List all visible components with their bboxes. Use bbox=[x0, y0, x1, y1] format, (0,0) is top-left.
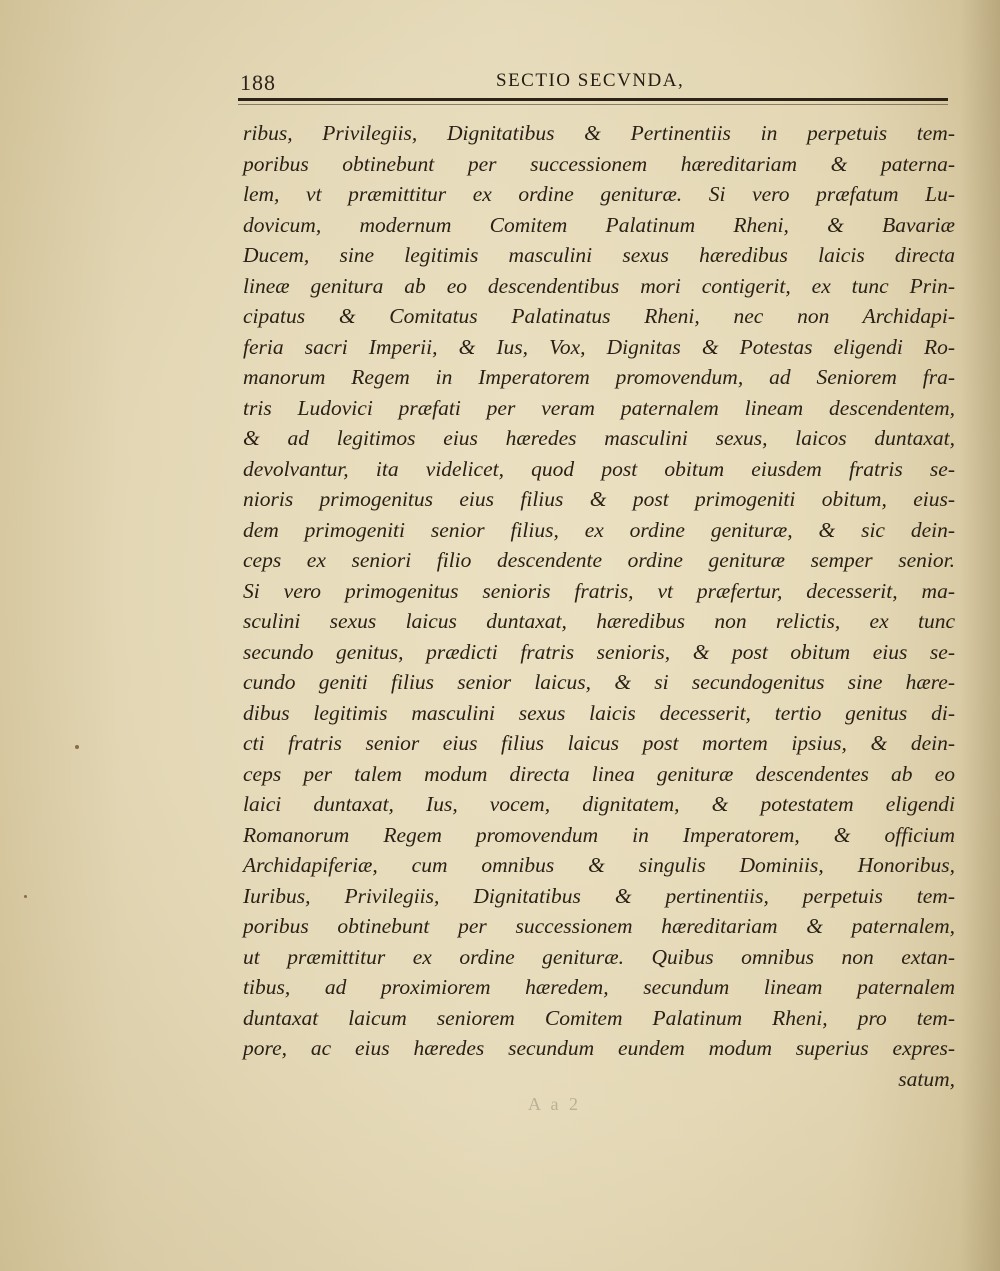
page-header bbox=[238, 60, 950, 100]
text-line: nioris primogenitus eius filius & post primogeniti obitum, eius- bbox=[243, 487, 955, 511]
text-line: ceps per talem modum directa linea genituræ descendentes ab eo bbox=[243, 761, 955, 786]
text-line: Iuribus, Privilegiis, Dignitatibus & pertinentiis, perpetuis tem- bbox=[243, 883, 955, 908]
text-line: dovicum, modernum Comitem Palatinum Rheni, & Bavariæ bbox=[243, 212, 955, 237]
page-edge-shadow bbox=[960, 0, 1000, 1271]
text-line: ceps ex seniori filio descendente ordine genituræ semper senior. bbox=[243, 548, 955, 572]
text-line: poribus obtinebunt per successionem hæreditariam & paternalem, bbox=[243, 914, 955, 938]
text-line: Romanorum Regem promovendum in Imperatorem, & officium bbox=[243, 822, 955, 847]
text-line: Si vero primogenitus senioris fratris, vt præfertur, decesserit, ma- bbox=[243, 578, 955, 603]
text-line: Archidapiferiæ, cum omnibus & singulis Dominiis, Honoribus, bbox=[243, 853, 955, 877]
text-line: laici duntaxat, Ius, vocem, dignitatem, & potestatem eligendi bbox=[243, 792, 955, 816]
text-line: dibus legitimis masculini sexus laicis decesserit, tertio genitus di- bbox=[243, 700, 955, 725]
text-line: manorum Regem in Imperatorem promovendum, ad Seniorem fra- bbox=[243, 365, 955, 389]
text-line: secundo genitus, prædicti fratris senioris, & post obitum eius se- bbox=[243, 639, 955, 664]
text-line: dem primogeniti senior filius, ex ordine genituræ, & sic dein- bbox=[243, 517, 955, 542]
text-line: sculini sexus laicus duntaxat, hæredibus non relictis, ex tunc bbox=[243, 609, 955, 633]
ink-spot bbox=[75, 745, 79, 749]
text-line: Ducem, sine legitimis masculini sexus hæredibus laicis directa bbox=[243, 243, 955, 267]
show-through-marginal-note bbox=[110, 660, 220, 679]
text-line: ut præmittitur ex ordine genituræ. Quibus omnibus non extan- bbox=[243, 944, 955, 969]
signature-mark: A a 2 bbox=[528, 1094, 581, 1114]
text-line: & ad legitimos eius hæredes masculini sexus, laicos duntaxat, bbox=[243, 426, 955, 450]
text-line: lem, vt præmittitur ex ordine genituræ. Si vero præfatum Lu- bbox=[243, 182, 955, 206]
header-rule bbox=[238, 98, 948, 101]
text-line: pore, ac eius hæredes secundum eundem modum superius expres- bbox=[243, 1036, 955, 1060]
text-line: cundo geniti filius senior laicus, & si secundogenitus sine hære- bbox=[243, 670, 955, 694]
ink-spot bbox=[24, 895, 27, 898]
text-line: cti fratris senior eius filius laicus post mortem ipsius, & dein- bbox=[243, 731, 955, 755]
text-line: tris Ludovici præfati per veram paternalem lineam descendentem, bbox=[243, 395, 955, 420]
text-line: devolvantur, ita videlicet, quod post obitum eiusdem fratris se- bbox=[243, 456, 955, 481]
text-line: cipatus & Comitatus Palatinatus Rheni, nec non Archidapi- bbox=[243, 304, 955, 328]
text-line: tibus, ad proximiorem hæredem, secundum lineam paternalem bbox=[243, 975, 955, 999]
text-line: poribus obtinebunt per successionem hæreditariam & paterna- bbox=[243, 151, 955, 176]
header-rule-thin bbox=[238, 104, 948, 105]
text-line: lineæ genitura ab eo descendentibus mori contigerit, ex tunc Prin- bbox=[243, 273, 955, 298]
text-line: ribus, Privilegiis, Dignitatibus & Pertinentiis in perpetuis tem- bbox=[243, 121, 955, 145]
text-line: duntaxat laicum seniorem Comitem Palatinum Rheni, pro tem- bbox=[243, 1005, 955, 1030]
page-number: 188 bbox=[240, 70, 276, 95]
body-text bbox=[243, 118, 955, 1094]
text-line: feria sacri Imperii, & Ius, Vox, Dignitas & Potestas eligendi Ro- bbox=[243, 334, 955, 359]
catchword: satum, bbox=[898, 1066, 955, 1091]
running-head: SECTIO SECVNDA, bbox=[496, 70, 685, 91]
